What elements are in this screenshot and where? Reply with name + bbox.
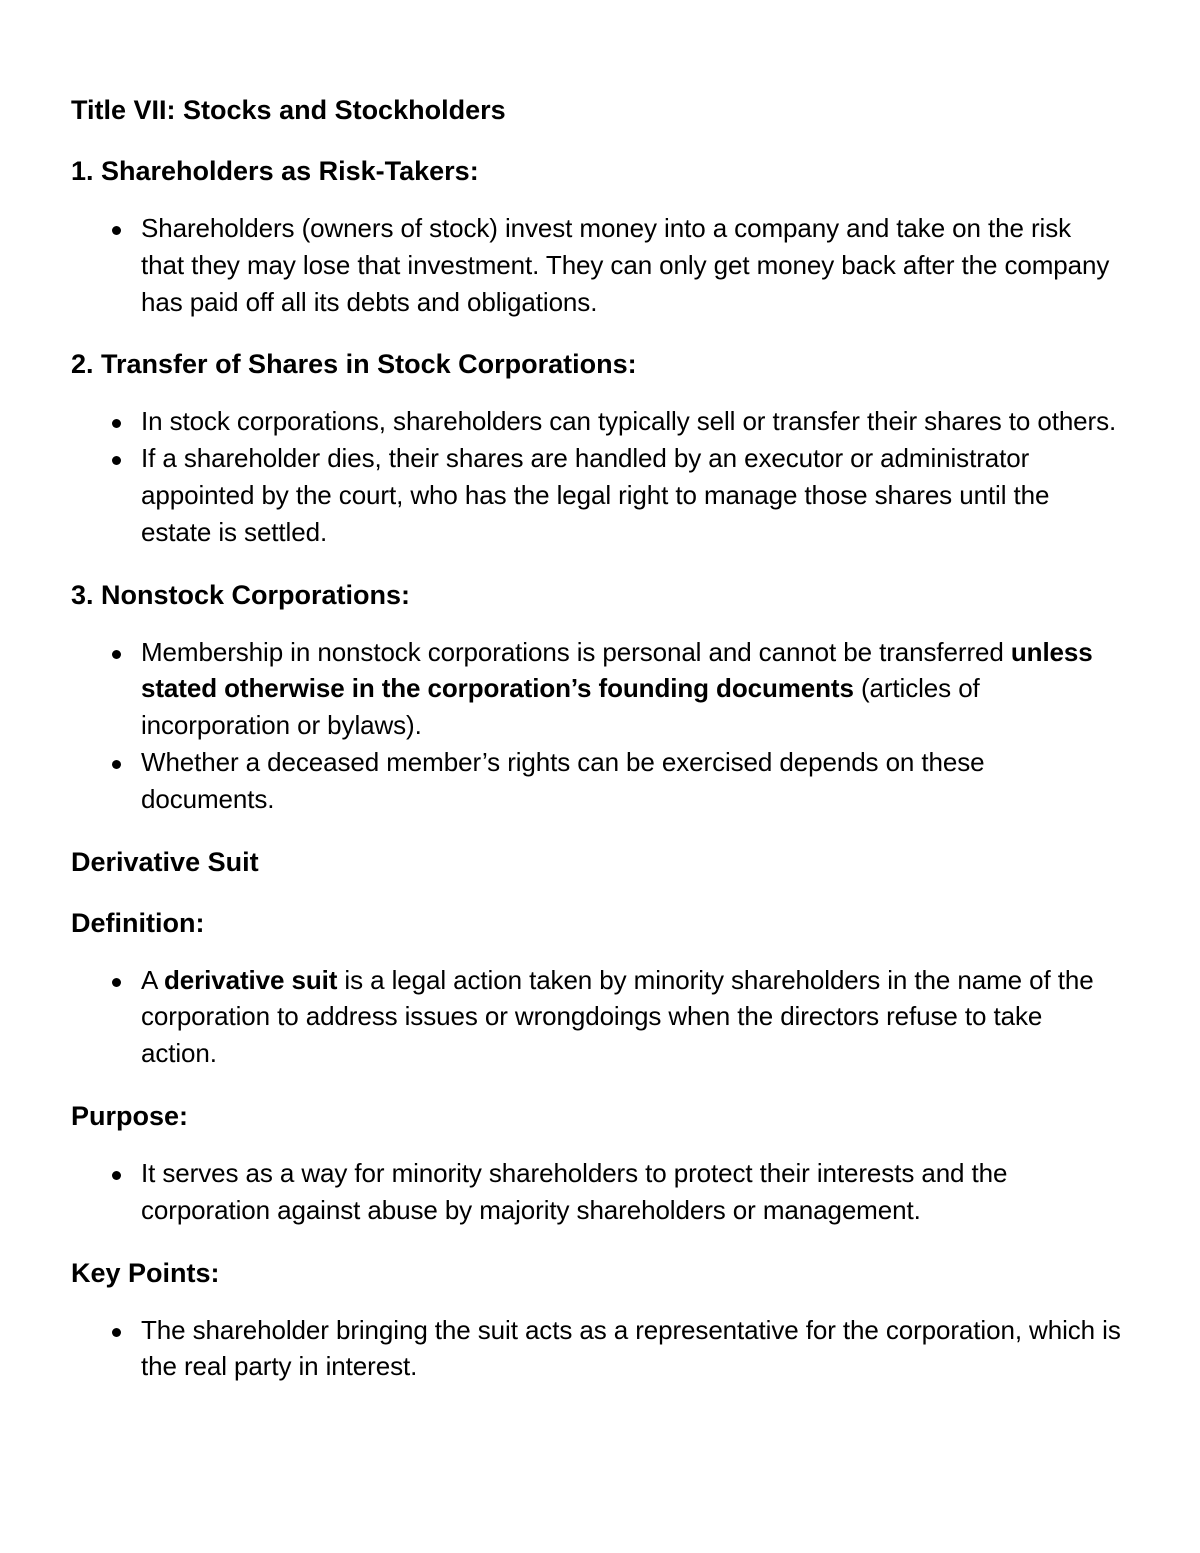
list-item-text: is a legal action taken by minority shareholders in the name of the corporation to address issues or wrongdoings when the directors refuse to take action.	[141, 964, 1094, 1069]
bullet-icon	[112, 978, 121, 987]
definition-heading: Definition:	[71, 907, 205, 938]
list-item-text: In stock corporations, shareholders can typically sell or transfer their shares to others.	[141, 406, 1117, 437]
purpose-list	[71, 1155, 1121, 1229]
list-item-text: Membership in nonstock corporations is personal and cannot be transferred	[141, 636, 1004, 667]
list-item-text: Shareholders (owners of stock) invest money into a company and take on the risk that they may lose that investment. They can only get money back after the company has paid off all its debts and obligations.	[141, 213, 1110, 317]
list-item	[71, 210, 1121, 320]
bullet-icon	[112, 650, 121, 659]
purpose-heading: Purpose:	[71, 1100, 189, 1131]
list-item-text: If a shareholder dies, their shares are handled by an executor or administrator appointed by the court, who has the legal right to manage those shares until the estate is settled.	[141, 443, 1050, 547]
section-1-heading: 1. Shareholders as Risk-Takers:	[71, 156, 479, 186]
bullet-icon	[112, 226, 121, 235]
document-page	[71, 88, 1121, 1385]
key-points-list	[71, 1312, 1121, 1386]
list-item	[71, 1155, 1121, 1229]
document-title: Title VII: Stocks and Stockholders	[71, 95, 506, 125]
definition-list	[71, 962, 1121, 1072]
list-item-text: A	[141, 964, 164, 995]
list-item	[71, 403, 1121, 440]
list-item-text: Whether a deceased member’s rights can be exercised depends on these documents.	[141, 746, 985, 814]
list-item-text: (articles of incorporation or bylaws).	[141, 673, 980, 741]
derivative-suit-term: derivative suit	[163, 964, 338, 995]
bullet-icon	[112, 456, 121, 465]
bullet-icon	[112, 760, 121, 769]
derivative-suit-heading: Derivative Suit	[71, 846, 259, 877]
list-item	[71, 962, 1121, 1072]
section-3-list	[71, 634, 1121, 818]
list-item	[71, 634, 1121, 744]
list-item	[71, 440, 1121, 550]
list-item	[71, 1312, 1121, 1386]
section-1-list	[71, 210, 1121, 320]
section-2-heading: 2. Transfer of Shares in Stock Corporations:	[71, 349, 637, 380]
bullet-icon	[112, 419, 121, 428]
list-item-emphasis: unless stated otherwise in the corporation’s founding documents	[141, 636, 1093, 704]
list-item-text: The shareholder bringing the suit acts as a representative for the corporation, which is the real party in interest.	[141, 1314, 1121, 1382]
section-2-list	[71, 403, 1121, 550]
bullet-icon	[112, 1328, 121, 1337]
bullet-icon	[112, 1171, 121, 1180]
key-points-heading: Key Points:	[71, 1257, 220, 1288]
section-3-heading: 3. Nonstock Corporations:	[71, 579, 411, 610]
list-item-text: It serves as a way for minority shareholders to protect their interests and the corporation against abuse by majority shareholders or management.	[141, 1157, 1008, 1225]
list-item	[71, 744, 1121, 818]
